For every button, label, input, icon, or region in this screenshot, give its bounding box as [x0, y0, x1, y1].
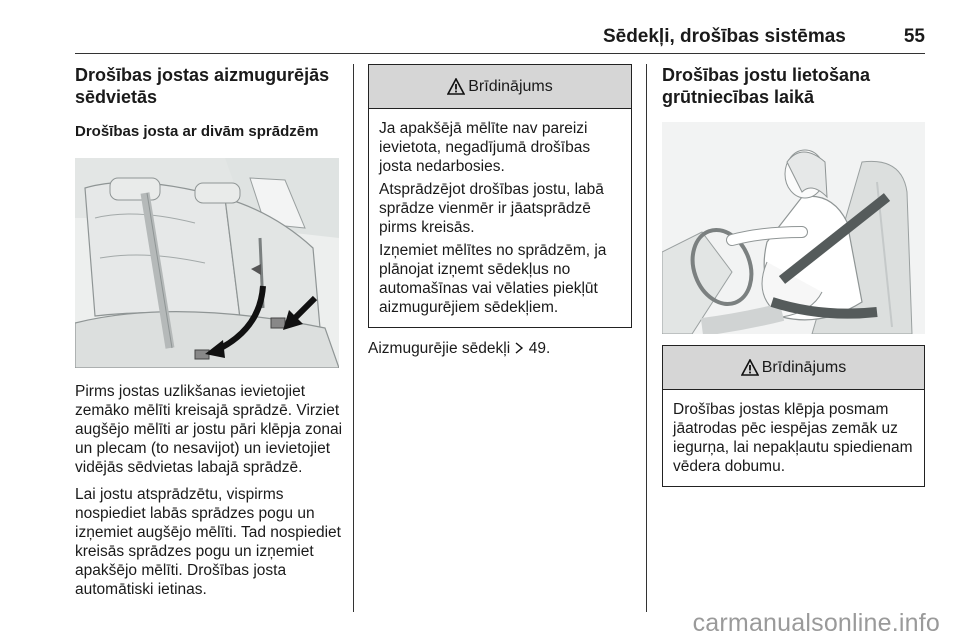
warning-paragraph: Ja apakšējā mēlīte nav pareizi ievietota, negadījumā drošības josta nedarbosies.	[379, 120, 591, 175]
column-middle	[368, 64, 632, 358]
warning-title: Brīdinājums	[468, 77, 553, 95]
warning-header	[663, 346, 924, 390]
warning-title: Brīdinājums	[761, 358, 847, 376]
subsection-heading: Drošības josta ar divām sprādzēm	[75, 123, 319, 140]
header-rule	[75, 53, 925, 54]
section-heading: Drošības jostas aizmugurējās sēdvietās	[75, 65, 330, 107]
column-left	[75, 64, 343, 607]
pregnant-woman-seat-belt-illustration	[662, 122, 925, 334]
warning-body	[663, 390, 924, 486]
warning-header	[369, 65, 631, 109]
column-divider-2	[646, 64, 647, 612]
warning-body	[369, 109, 631, 327]
page-number: 55	[903, 26, 925, 47]
warning-paragraph: Drošības jostas klēpja posmam jāatrodas pēc iespējas zemāk uz iegurņa, lai nepakļautu spiedienam vēdera dobumu.	[673, 401, 913, 475]
warning-triangle-icon	[741, 359, 759, 376]
rear-seat-belt-illustration	[75, 158, 339, 368]
paragraph: Lai jostu atsprādzētu, vispirms nospiediet labās sprādzes pogu un izņemiet augšējo mēlīti. Tad nospiediet kreisās sprādzes pogu un izņemiet apakšējo mēlīti. Drošības josta automātiski ietinas.	[75, 486, 341, 598]
watermark: carmanualsonline.info	[692, 609, 940, 637]
warning-paragraph: Atsprādzējot drošības jostu, labā sprādze vienmēr ir jāatsprādzē pirms kreisās.	[379, 181, 604, 236]
warning-box	[662, 345, 925, 487]
warning-box	[368, 64, 632, 328]
page-reference-arrow-icon	[514, 340, 528, 357]
paragraph: Pirms jostas uzlikšanas ievietojiet zemāko mēlīti kreisajā sprādzē. Virziet augšējo mēlīti ar jostu pāri klēpja zonai un plecam (to nesavijot) un ievietojiet vidējās sēdvietas labajā sprādzē.	[75, 383, 343, 476]
warning-triangle-icon	[447, 78, 465, 95]
column-divider-1	[353, 64, 354, 612]
column-right	[662, 64, 925, 487]
section-heading: Drošības jostu lietošana grūtniecības laikā	[662, 65, 871, 107]
cross-reference[interactable]	[368, 339, 632, 358]
page-header	[75, 26, 925, 48]
section-title: Sēdekļi, drošības sistēmas	[602, 26, 846, 47]
warning-paragraph: Izņemiet mēlītes no sprādzēm, ja plānojat izņemt sēdekļus no automašīnas vai vēlaties piekļūt aizmugurējiem sēdekļiem.	[379, 242, 607, 316]
reference-page: 49.	[528, 340, 551, 357]
reference-text: Aizmugurējie sēdekļi	[368, 340, 511, 357]
